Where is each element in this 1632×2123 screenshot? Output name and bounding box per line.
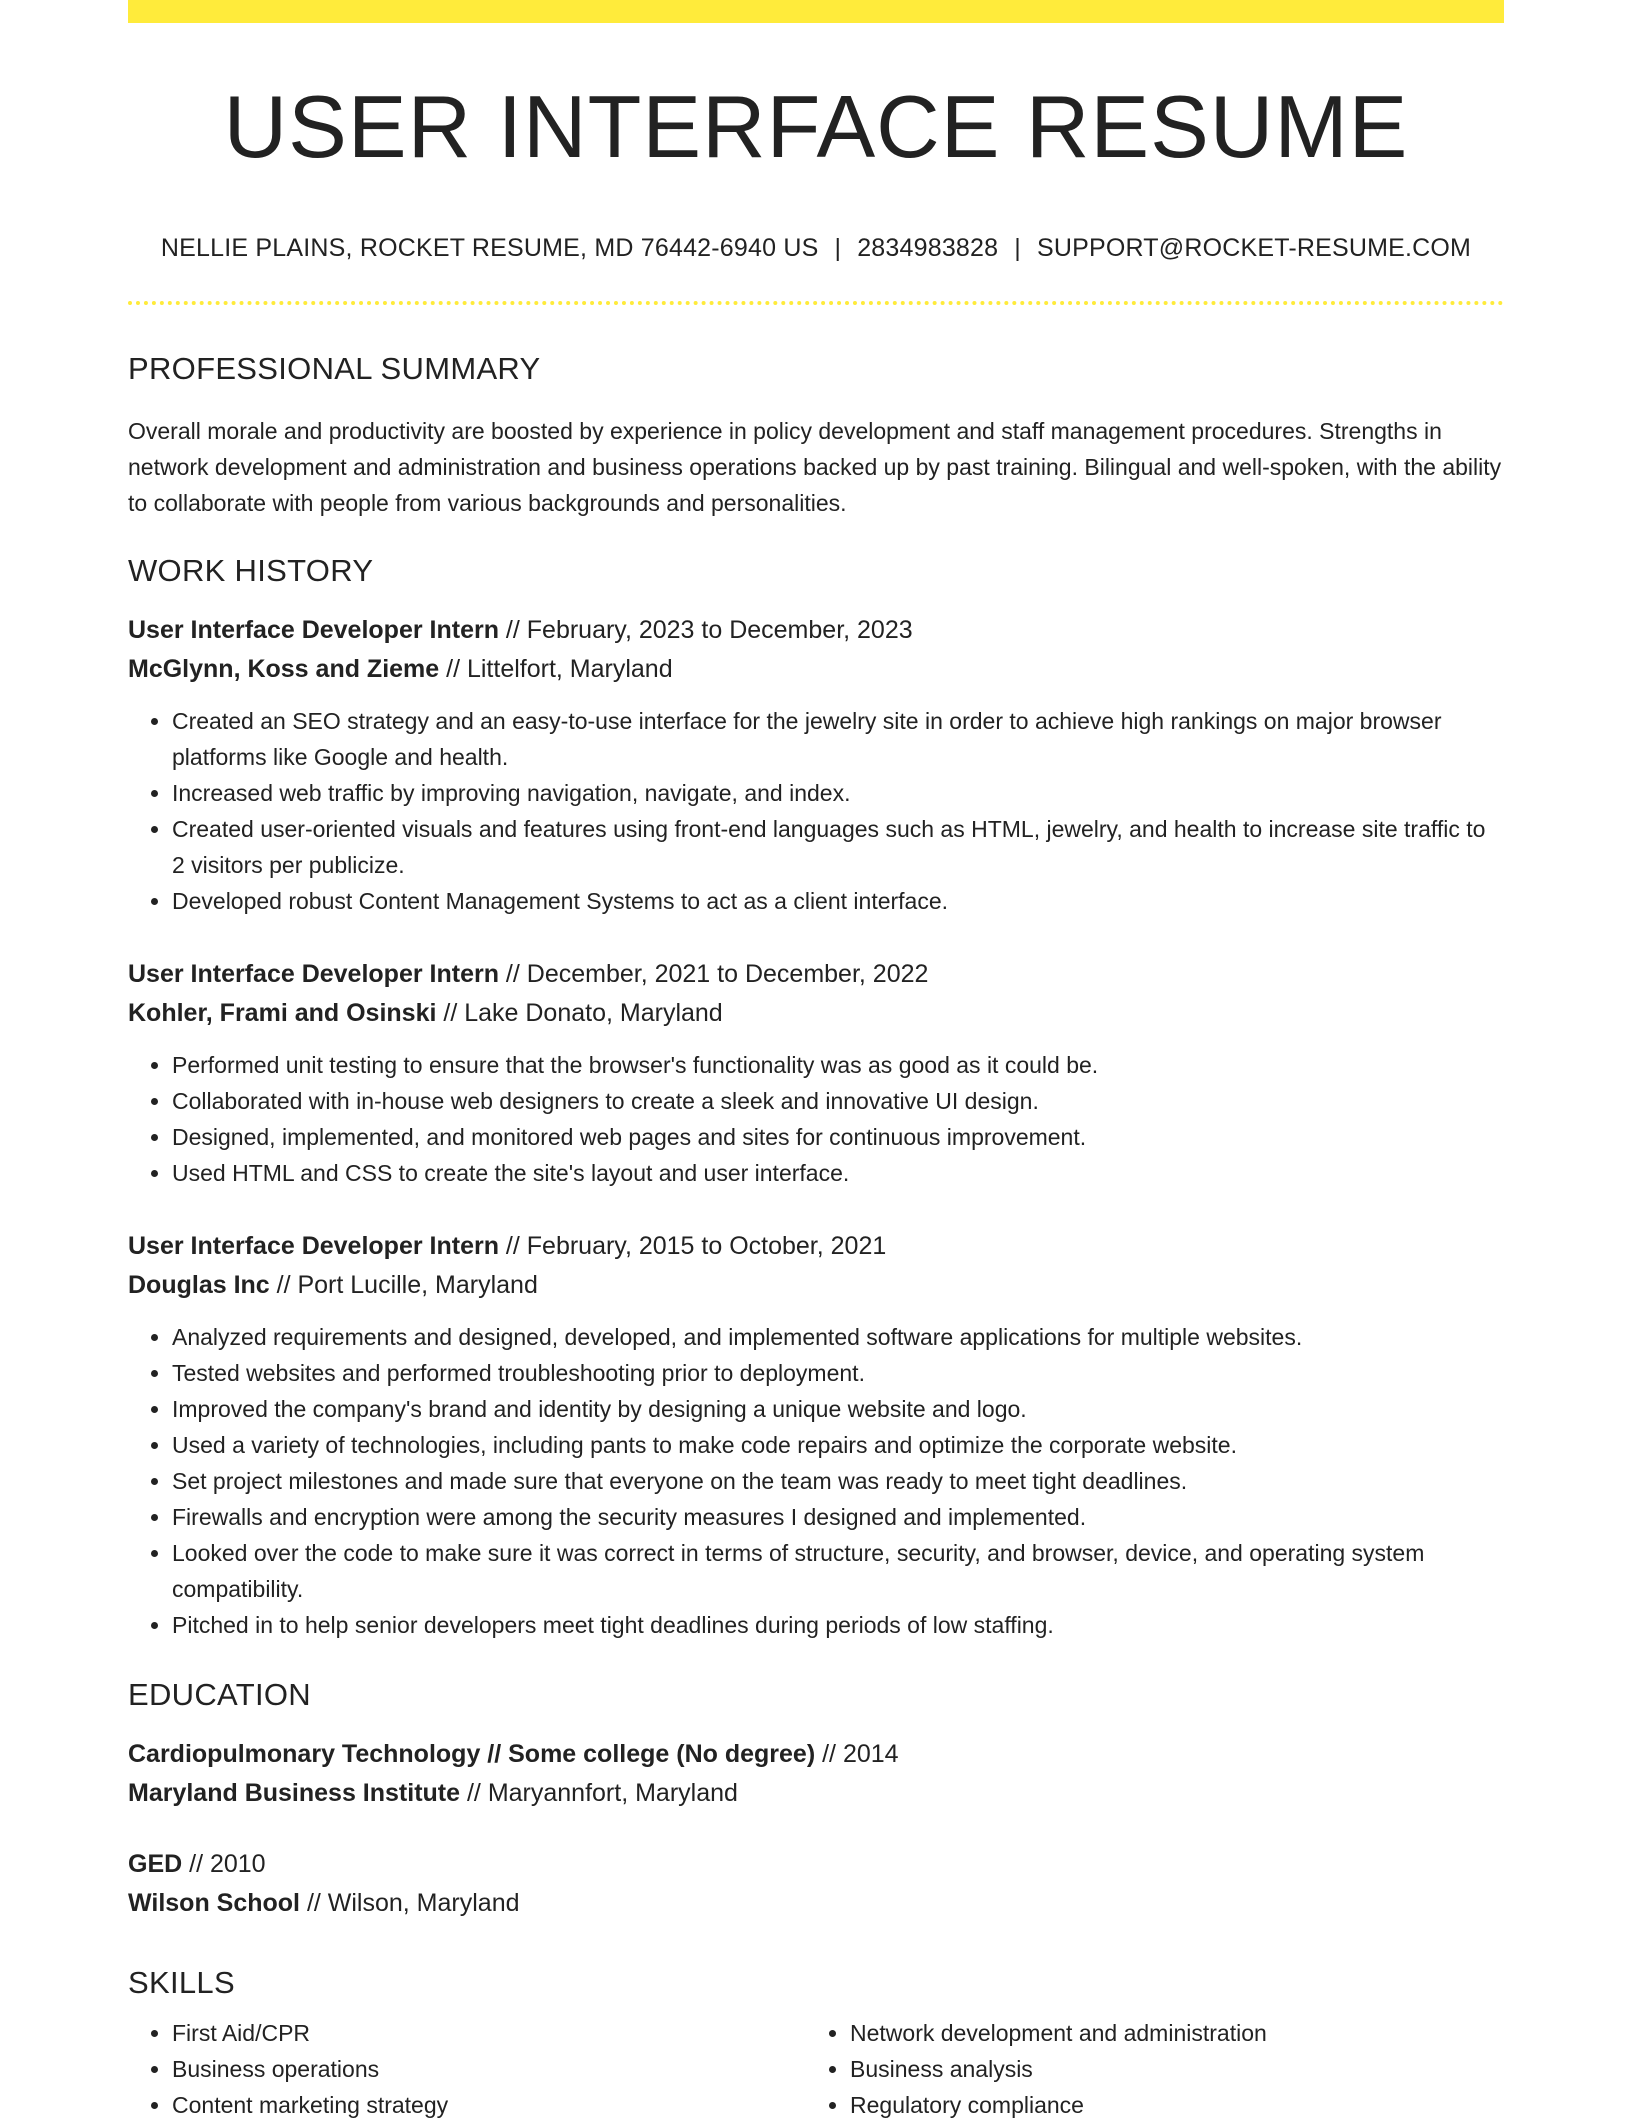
education-degree: GED <box>128 1850 183 1878</box>
header-divider <box>128 301 1504 305</box>
work-history-heading: WORK HISTORY <box>128 553 374 588</box>
job-dates: // February, 2015 to October, 2021 <box>498 1232 887 1260</box>
summary-heading: PROFESSIONAL SUMMARY <box>128 351 541 386</box>
job-bullet: • Designed, implemented, and monitored web pages and sites for continuous improvement. <box>172 1119 1504 1155</box>
job-company: Kohler, Frami and Osinski <box>128 999 437 1027</box>
job-company-line <box>128 650 1504 689</box>
skill-item: • Regulatory compliance <box>850 2087 1484 2123</box>
job-title-line <box>128 955 1504 994</box>
contact-address: NELLIE PLAINS, ROCKET RESUME, MD 76442-6940 US <box>160 234 819 262</box>
top-accent-bar <box>128 0 1504 23</box>
education-degree: Cardiopulmonary Technology // Some college (No degree) <box>128 1740 816 1768</box>
job-bullet: • Increased web traffic by improving navigation, navigate, and index. <box>172 775 1504 811</box>
skill-item: • Business analysis <box>850 2051 1484 2087</box>
job-bullet: • Improved the company's brand and identity by designing a unique website and logo. <box>172 1391 1504 1427</box>
job-title-line <box>128 1227 1504 1266</box>
job-location: // Lake Donato, Maryland <box>436 999 723 1027</box>
job-location: // Port Lucille, Maryland <box>269 1271 538 1299</box>
job-dates: // February, 2023 to December, 2023 <box>498 616 913 644</box>
job-bullets <box>128 1047 1504 1191</box>
skill-item: • Content marketing strategy <box>172 2087 806 2123</box>
education-entry <box>128 1845 1504 1923</box>
education-location: // Maryannfort, Maryland <box>460 1779 738 1807</box>
job-entry <box>128 1227 1504 1643</box>
job-title: User Interface Developer Intern <box>128 960 499 988</box>
contact-line <box>128 234 1504 263</box>
resume-title: USER INTERFACE RESUME <box>223 77 1409 176</box>
job-company: McGlynn, Koss and Zieme <box>128 655 440 683</box>
job-bullet: • Pitched in to help senior developers meet tight deadlines during periods of low staffing. <box>172 1607 1504 1643</box>
skill-item: • Network development and administration <box>850 2015 1484 2051</box>
education-heading: EDUCATION <box>128 1677 311 1712</box>
job-bullet: • Performed unit testing to ensure that the browser's functionality was as good as it could be. <box>172 1047 1504 1083</box>
job-bullet: • Used a variety of technologies, including pants to make code repairs and optimize the corporate website. <box>172 1427 1504 1463</box>
job-title: User Interface Developer Intern <box>128 1232 499 1260</box>
contact-separator: | <box>1014 234 1021 262</box>
resume-page <box>128 0 1504 2123</box>
job-title-line <box>128 611 1504 650</box>
job-company-line <box>128 1266 1504 1305</box>
job-company: Douglas Inc <box>128 1271 270 1299</box>
education-school: Maryland Business Institute <box>128 1779 461 1807</box>
education-degree-line <box>128 1735 1504 1774</box>
contact-phone: 2834983828 <box>857 234 999 262</box>
contact-email: SUPPORT@ROCKET-RESUME.COM <box>1036 234 1472 262</box>
skills-left-column <box>128 2015 806 2123</box>
education-year: // 2014 <box>815 1740 899 1768</box>
skills-grid <box>128 2015 1504 2123</box>
skills-right-column <box>806 2015 1484 2123</box>
job-location: // Littelfort, Maryland <box>439 655 673 683</box>
job-bullet: • Developed robust Content Management Systems to act as a client interface. <box>172 883 1504 919</box>
job-bullets <box>128 1319 1504 1643</box>
education-school-line <box>128 1774 1504 1813</box>
skills-heading: SKILLS <box>128 1965 235 2000</box>
education-school-line <box>128 1884 1504 1923</box>
job-bullet: • Firewalls and encryption were among the security measures I designed and implemented. <box>172 1499 1504 1535</box>
job-bullet: • Tested websites and performed troubleshooting prior to deployment. <box>172 1355 1504 1391</box>
job-bullet: • Analyzed requirements and designed, developed, and implemented software applications for multiple websites. <box>172 1319 1504 1355</box>
education-entry <box>128 1735 1504 1813</box>
job-entry <box>128 611 1504 919</box>
education-school: Wilson School <box>128 1889 300 1917</box>
job-bullet: • Used HTML and CSS to create the site's layout and user interface. <box>172 1155 1504 1191</box>
job-entry <box>128 955 1504 1191</box>
job-bullet: • Created user-oriented visuals and features using front-end languages such as HTML, jewelry, and health to increase site traffic to 2 visitors per publicize. <box>172 811 1504 883</box>
education-degree-line <box>128 1845 1504 1884</box>
skill-item: • First Aid/CPR <box>172 2015 806 2051</box>
job-company-line <box>128 994 1504 1033</box>
job-bullet: • Collaborated with in-house web designers to create a sleek and innovative UI design. <box>172 1083 1504 1119</box>
job-bullet: • Set project milestones and made sure that everyone on the team was ready to meet tight deadlines. <box>172 1463 1504 1499</box>
job-title: User Interface Developer Intern <box>128 616 499 644</box>
summary-text: Overall morale and productivity are boosted by experience in policy development and staff management procedures. Strengths in network development and administration and business operations backed up by past training. Bilingual and well-spoken, with the ability to collaborate with people from various backgrounds and personalities. <box>128 418 1502 516</box>
job-bullets <box>128 703 1504 919</box>
education-location: // Wilson, Maryland <box>300 1889 520 1917</box>
job-dates: // December, 2021 to December, 2022 <box>498 960 929 988</box>
contact-separator: | <box>834 234 842 262</box>
job-bullet: • Looked over the code to make sure it was correct in terms of structure, security, and browser, device, and operating system compatibility. <box>172 1535 1504 1607</box>
education-year: // 2010 <box>182 1850 266 1878</box>
skill-item: • Business operations <box>172 2051 806 2087</box>
job-bullet: • Created an SEO strategy and an easy-to-use interface for the jewelry site in order to achieve high rankings on major browser platforms like Google and health. <box>172 703 1504 775</box>
